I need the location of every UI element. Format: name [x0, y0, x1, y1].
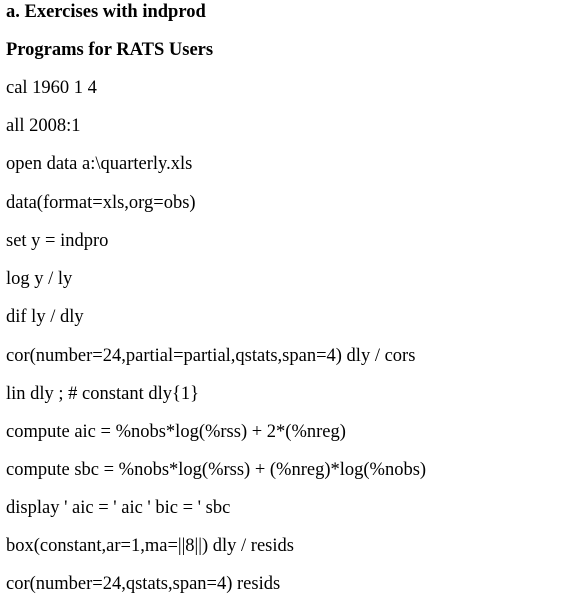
code-line: box(constant,ar=1,ma=||8||) dly / resids [6, 536, 294, 556]
code-line: set y = indpro [6, 231, 109, 251]
code-line: compute aic = %nobs*log(%rss) + 2*(%nreg) [6, 422, 346, 442]
code-line: cal 1960 1 4 [6, 78, 97, 98]
section-subheading: Programs for RATS Users [6, 40, 214, 60]
code-line: cor(number=24,partial=partial,qstats,span=4) dly / cors [6, 346, 416, 366]
section-heading: a. Exercises with indprod [6, 2, 206, 22]
code-line: data(format=xls,org=obs) [6, 193, 196, 213]
code-line: all 2008:1 [6, 116, 81, 136]
code-line: lin dly ; # constant dly{1} [6, 384, 199, 404]
code-line: display ' aic = ' aic ' bic = ' sbc [6, 498, 231, 518]
code-line: open data a:\quarterly.xls [6, 154, 193, 174]
code-line: compute sbc = %nobs*log(%rss) + (%nreg)*log(%nobs) [6, 460, 427, 480]
code-line: cor(number=24,qstats,span=4) resids [6, 574, 281, 594]
code-line: dif ly / dly [6, 307, 84, 327]
code-line: log y / ly [6, 269, 73, 289]
